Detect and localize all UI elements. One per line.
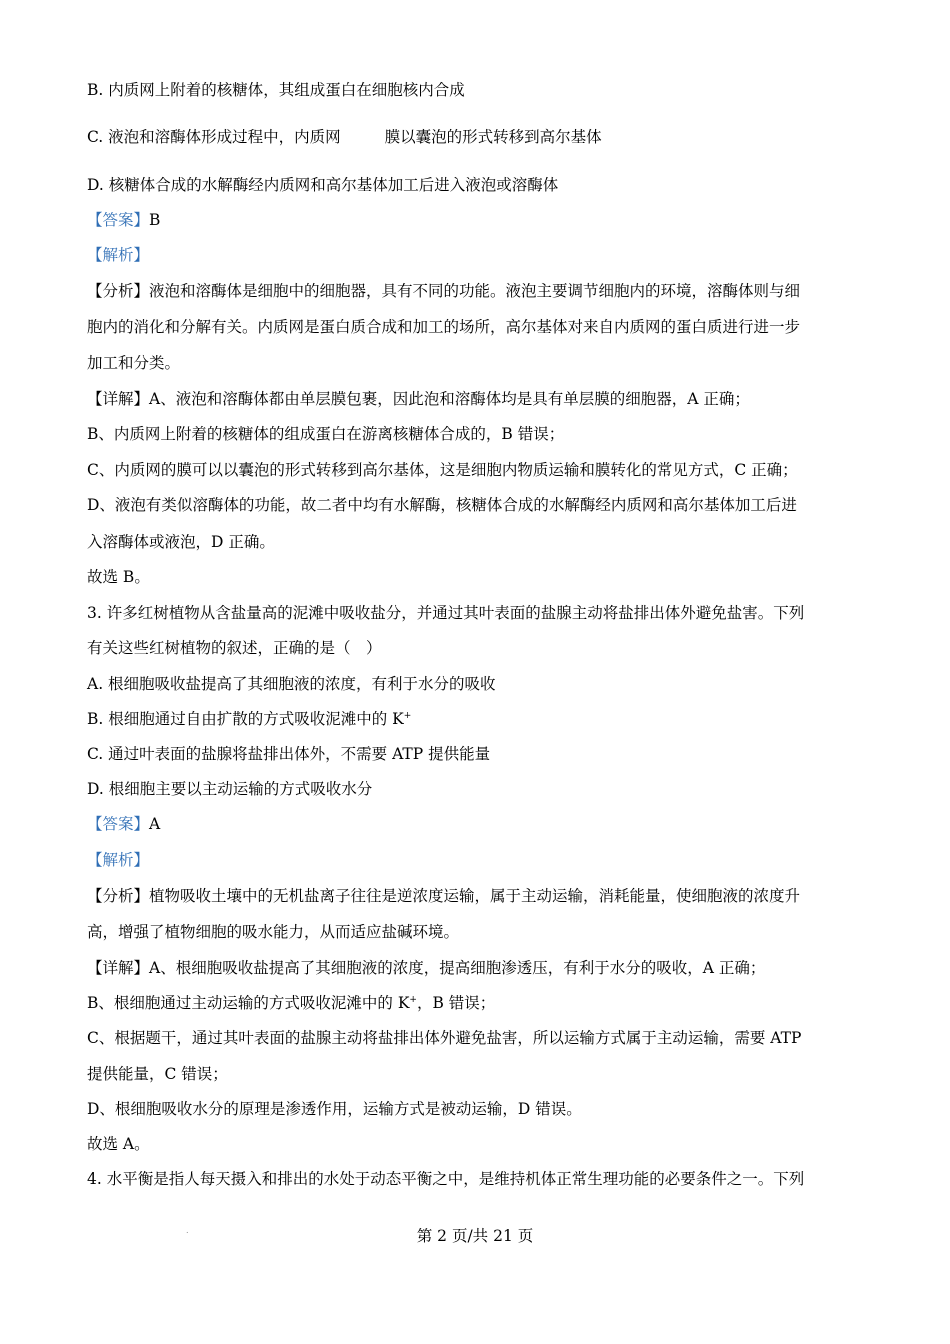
decorative-dot: . bbox=[186, 1226, 189, 1235]
superscript-plus: + bbox=[409, 994, 417, 1005]
conclusion-q3: 故选 A。 bbox=[87, 1135, 150, 1153]
analysis-q2-line3: 加工和分类。 bbox=[87, 354, 181, 372]
analysis-q2-line2: 胞内的消化和分解有关。内质网是蛋白质合成和加工的场所，高尔基体对来自内质网的蛋白质进行进一步 bbox=[87, 318, 801, 336]
fenxi-label: 【分析】 bbox=[87, 887, 150, 905]
analysis-q2-line1 bbox=[87, 280, 800, 302]
option-b-q2: B. 内质网上附着的核糖体，其组成蛋白在细胞核内合成 bbox=[87, 81, 465, 99]
answer-q3 bbox=[87, 813, 160, 835]
option-c-part2: 膜以囊泡的形式转移到高尔基体 bbox=[384, 128, 602, 146]
detail-q3-d: D、根细胞吸收水分的原理是渗透作用，运输方式是被动运输，D 错误。 bbox=[87, 1100, 582, 1118]
answer-value: A bbox=[149, 815, 161, 833]
answer-value: B bbox=[149, 211, 161, 229]
answer-label: 【答案】 bbox=[87, 211, 150, 229]
detail-q2-d-line2: 入溶酶体或液泡，D 正确。 bbox=[87, 533, 275, 551]
answer-label: 【答案】 bbox=[87, 815, 150, 833]
option-b-q3-text: B. 根细胞通过自由扩散的方式吸收泥滩中的 K bbox=[87, 710, 404, 728]
detail-q3-c-line1: C、根据题干，通过其叶表面的盐腺主动将盐排出体外避免盐害，所以运输方式属于主动运输，需要 ATP bbox=[87, 1029, 802, 1047]
analysis-label-q2: 【解析】 bbox=[87, 246, 150, 264]
option-b-q3 bbox=[87, 708, 411, 730]
question-3-line1: 3. 许多红树植物从含盐量高的泥滩中吸收盐分，并通过其叶表面的盐腺主动将盐排出体外避免盐害。下列 bbox=[87, 604, 805, 622]
conclusion-q2: 故选 B。 bbox=[87, 568, 150, 586]
answer-q2 bbox=[87, 209, 160, 231]
option-c-q3: C. 通过叶表面的盐腺将盐排出体外，不需要 ATP 提供能量 bbox=[87, 745, 491, 763]
superscript-plus: + bbox=[403, 710, 412, 721]
analysis-q3-line2: 高，增强了植物细胞的吸水能力，从而适应盐碱环境。 bbox=[87, 923, 460, 941]
detail-q3-c-line2: 提供能量，C 错误； bbox=[87, 1065, 228, 1083]
detail-q2-d-line1: D、液泡有类似溶酶体的功能，故二者中均有水解酶，核糖体合成的水解酶经内质网和高尔基体加工后进 bbox=[87, 496, 797, 514]
detail-q3-b-part1: B、根细胞通过主动运输的方式吸收泥滩中的 K bbox=[87, 994, 410, 1012]
question-4-line1: 4. 水平衡是指人每天摄入和排出的水处于动态平衡之中，是维持机体正常生理功能的必要条件之一。下列 bbox=[87, 1170, 805, 1188]
fenxi-text: 液泡和溶酶体是细胞中的细胞器，具有不同的功能。液泡主要调节细胞内的环境，溶酶体则与细 bbox=[149, 282, 801, 300]
detail-q2-c: C、内质网的膜可以以囊泡的形式转移到高尔基体，这是细胞内物质运输和膜转化的常见方式，C 正确； bbox=[87, 461, 798, 479]
option-d-q2: D. 核糖体合成的水解酶经内质网和高尔基体加工后进入液泡或溶酶体 bbox=[87, 176, 559, 194]
detail-q3-b bbox=[87, 992, 495, 1014]
detail-q2-b: B、内质网上附着的核糖体的组成蛋白在游离核糖体合成的，B 错误； bbox=[87, 425, 565, 443]
detail-q3-b-part2: ，B 错误； bbox=[416, 994, 496, 1012]
analysis-q3-line1 bbox=[87, 885, 800, 907]
detail-q3-a: 【详解】A、根细胞吸收盐提高了其细胞液的浓度，提高细胞渗透压，有利于水分的吸收，A 正确； bbox=[87, 959, 766, 977]
option-c-part1: C. 液泡和溶酶体形成过程中，内质网 bbox=[87, 128, 341, 146]
analysis-label-q3: 【解析】 bbox=[87, 851, 150, 869]
fenxi-text: 植物吸收土壤中的无机盐离子往往是逆浓度运输，属于主动运输，消耗能量，使细胞液的浓度升 bbox=[149, 887, 801, 905]
page-footer: 第 2 页/共 21 页 bbox=[416, 1227, 534, 1245]
fenxi-label: 【分析】 bbox=[87, 282, 150, 300]
option-c-q2 bbox=[87, 126, 602, 148]
question-3-line2: 有关这些红树植物的叙述，正确的是（ ） bbox=[87, 639, 382, 657]
option-d-q3: D. 根细胞主要以主动运输的方式吸收水分 bbox=[87, 780, 373, 798]
option-a-q3: A. 根细胞吸收盐提高了其细胞液的浓度，有利于水分的吸收 bbox=[87, 675, 496, 693]
detail-q2-a: 【详解】A、液泡和溶酶体都由单层膜包裹，因此泡和溶酶体均是具有单层膜的细胞器，A 正确； bbox=[87, 390, 750, 408]
